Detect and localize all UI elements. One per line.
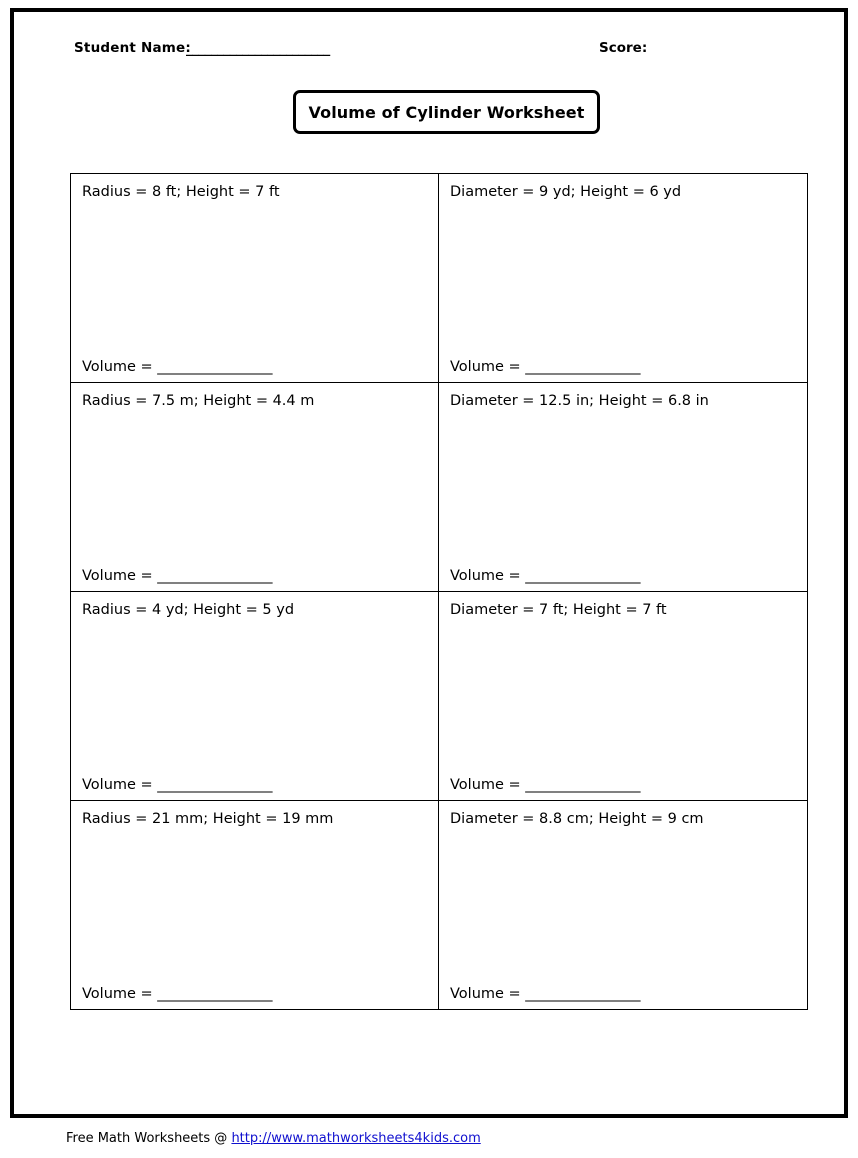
footer-inner [66, 1131, 481, 1146]
problem-cell-3 [71, 383, 439, 591]
problem-row [71, 592, 807, 801]
problem-prompt: Radius = 7.5 m; Height = 4.4 m [82, 393, 315, 409]
problem-answer-line[interactable] [82, 986, 272, 1002]
volume-blank[interactable]: _________________ [525, 777, 641, 793]
problem-answer-line[interactable] [450, 359, 640, 375]
volume-label: Volume = [82, 568, 153, 584]
problem-cell-5 [71, 592, 439, 800]
problem-prompt: Radius = 4 yd; Height = 5 yd [82, 602, 295, 618]
problem-answer-line[interactable] [82, 777, 272, 793]
worksheet-page-border [10, 8, 848, 1118]
problem-answer-line[interactable] [450, 986, 640, 1002]
problem-answer-line[interactable] [450, 568, 640, 584]
volume-blank[interactable]: _________________ [157, 359, 273, 375]
problems-grid [70, 173, 808, 1010]
problem-cell-8 [439, 801, 807, 1009]
student-name-label: Student Name: [74, 40, 192, 56]
worksheet-header [14, 40, 844, 64]
volume-blank[interactable]: _________________ [525, 986, 641, 1002]
problem-prompt: Diameter = 12.5 in; Height = 6.8 in [450, 393, 709, 409]
problem-row [71, 801, 807, 1010]
volume-blank[interactable]: _________________ [157, 986, 273, 1002]
problem-cell-7 [71, 801, 439, 1009]
problem-row [71, 383, 807, 592]
problem-prompt: Radius = 21 mm; Height = 19 mm [82, 811, 334, 827]
volume-blank[interactable]: _________________ [525, 568, 641, 584]
volume-label: Volume = [82, 777, 153, 793]
student-name-blank[interactable]: _______________________ [186, 41, 330, 57]
problem-cell-6 [439, 592, 807, 800]
volume-label: Volume = [450, 986, 521, 1002]
score-label: Score: [599, 40, 648, 56]
volume-blank[interactable]: _________________ [525, 359, 641, 375]
problem-cell-4 [439, 383, 807, 591]
problem-answer-line[interactable] [82, 568, 272, 584]
volume-label: Volume = [450, 568, 521, 584]
problem-prompt: Diameter = 9 yd; Height = 6 yd [450, 184, 682, 200]
worksheet-title-box [293, 90, 600, 134]
footer-text: Free Math Worksheets @ [66, 1131, 232, 1146]
footer-link[interactable]: http://www.mathworksheets4kids.com [231, 1131, 481, 1146]
volume-label: Volume = [450, 359, 521, 375]
problem-prompt: Radius = 8 ft; Height = 7 ft [82, 184, 280, 200]
volume-blank[interactable]: _________________ [157, 777, 273, 793]
page-title: Volume of Cylinder Worksheet [308, 102, 585, 122]
volume-label: Volume = [82, 986, 153, 1002]
problem-answer-line[interactable] [450, 777, 640, 793]
volume-label: Volume = [450, 777, 521, 793]
worksheet-page [14, 12, 844, 1114]
problem-answer-line[interactable] [82, 359, 272, 375]
volume-blank[interactable]: _________________ [157, 568, 273, 584]
problem-prompt: Diameter = 7 ft; Height = 7 ft [450, 602, 667, 618]
problem-cell-1 [71, 174, 439, 382]
volume-label: Volume = [82, 359, 153, 375]
problem-row [71, 174, 807, 383]
problem-cell-2 [439, 174, 807, 382]
problem-prompt: Diameter = 8.8 cm; Height = 9 cm [450, 811, 704, 827]
